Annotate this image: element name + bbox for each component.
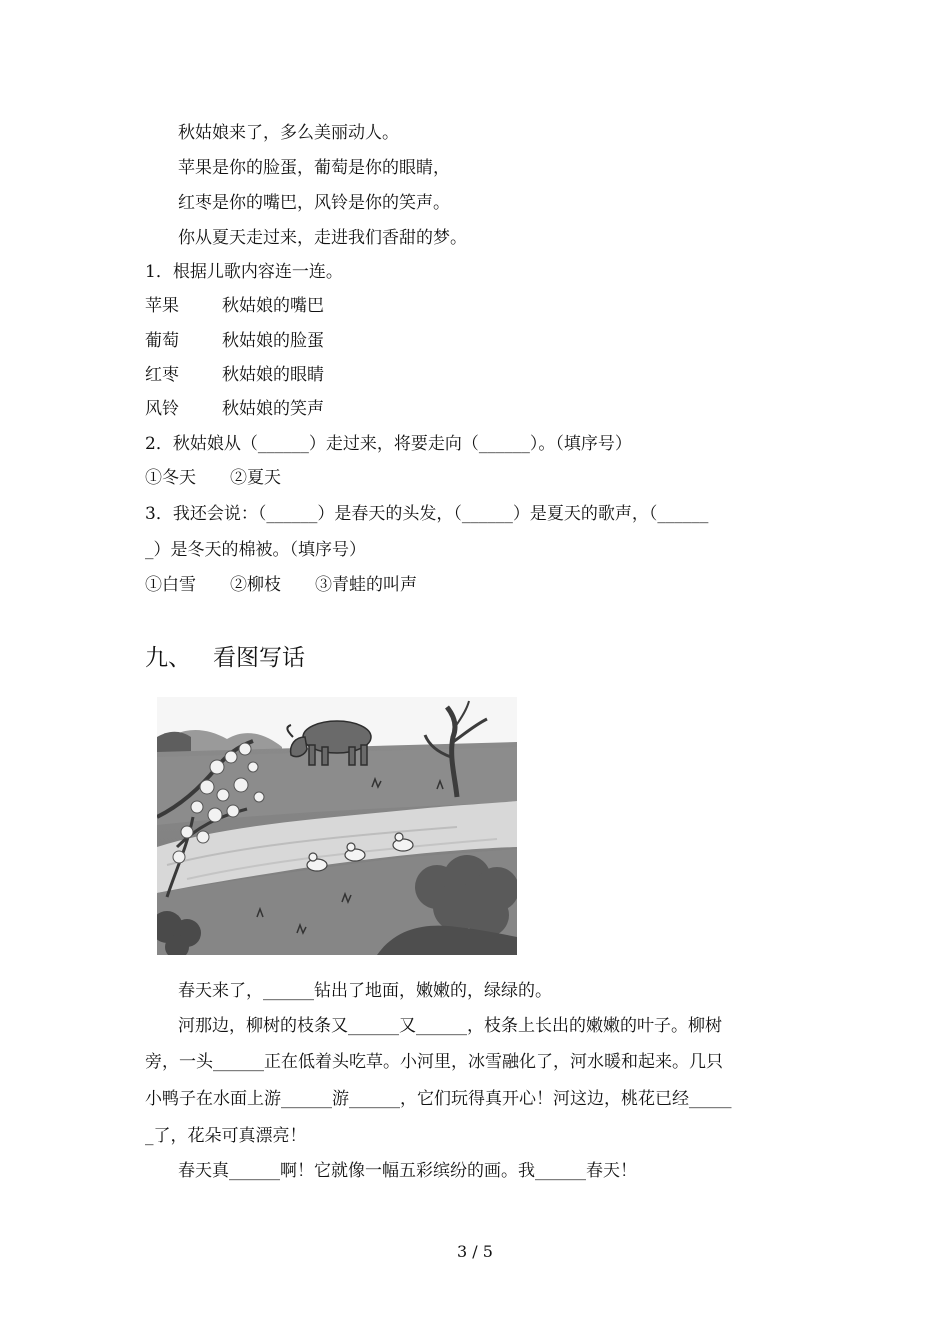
writing-line-3: 旁，一头______正在低着头吃草。小河里，冰雪融化了，河水暖和起来。几只 <box>145 1052 723 1072</box>
q1-left-item: 苹果 <box>145 296 179 316</box>
section-number: 九、 <box>145 645 191 671</box>
q3-line-1: 3．我还会说：（______）是春天的头发，（______）是夏天的歌声，（______ <box>145 504 709 524</box>
q2-text: 2．秋姑娘从（______）走过来，将要走向（______）。（填序号） <box>145 434 632 454</box>
page-number: 3 / 5 <box>457 1242 493 1261</box>
poem-line-1: 秋姑娘来了，多么美丽动人。 <box>178 123 399 143</box>
q1-right-item: 秋姑娘的眼睛 <box>222 365 324 385</box>
q3-options: ①白雪 ②柳枝 ③青蛙的叫声 <box>145 575 417 595</box>
section-heading <box>145 644 305 672</box>
spring-scene-picture <box>157 697 517 955</box>
q1-right-item: 秋姑娘的脸蛋 <box>222 331 324 351</box>
poem-line-4: 你从夏天走过来，走进我们香甜的梦。 <box>178 228 467 248</box>
q1-right-item: 秋姑娘的笑声 <box>222 399 324 419</box>
q1-left-item: 葡萄 <box>145 331 179 351</box>
writing-line-6: 春天真______啊！它就像一幅五彩缤纷的画。我______春天！ <box>178 1161 637 1181</box>
writing-line-5: _了，花朵可真漂亮！ <box>145 1126 307 1146</box>
q1-right-item: 秋姑娘的嘴巴 <box>222 296 324 316</box>
q1-left-item: 风铃 <box>145 399 179 419</box>
q3-line-2: _）是冬天的棉被。（填序号） <box>145 540 366 560</box>
q1-title: 1．根据儿歌内容连一连。 <box>145 262 343 282</box>
writing-line-2: 河那边，柳树的枝条又______又______，枝条上长出的嫩嫩的叶子。柳树 <box>178 1016 722 1036</box>
section-title: 看图写话 <box>213 645 305 671</box>
writing-line-4: 小鸭子在水面上游______游______，它们玩得真开心！河这边，桃花已经_____ <box>145 1089 732 1109</box>
q1-left-item: 红枣 <box>145 365 179 385</box>
poem-line-2: 苹果是你的脸蛋，葡萄是你的眼睛， <box>178 158 450 178</box>
writing-line-1: 春天来了，______钻出了地面，嫩嫩的，绿绿的。 <box>178 981 552 1001</box>
poem-line-3: 红枣是你的嘴巴，风铃是你的笑声。 <box>178 193 450 213</box>
q2-options: ①冬天 ②夏天 <box>145 468 281 488</box>
